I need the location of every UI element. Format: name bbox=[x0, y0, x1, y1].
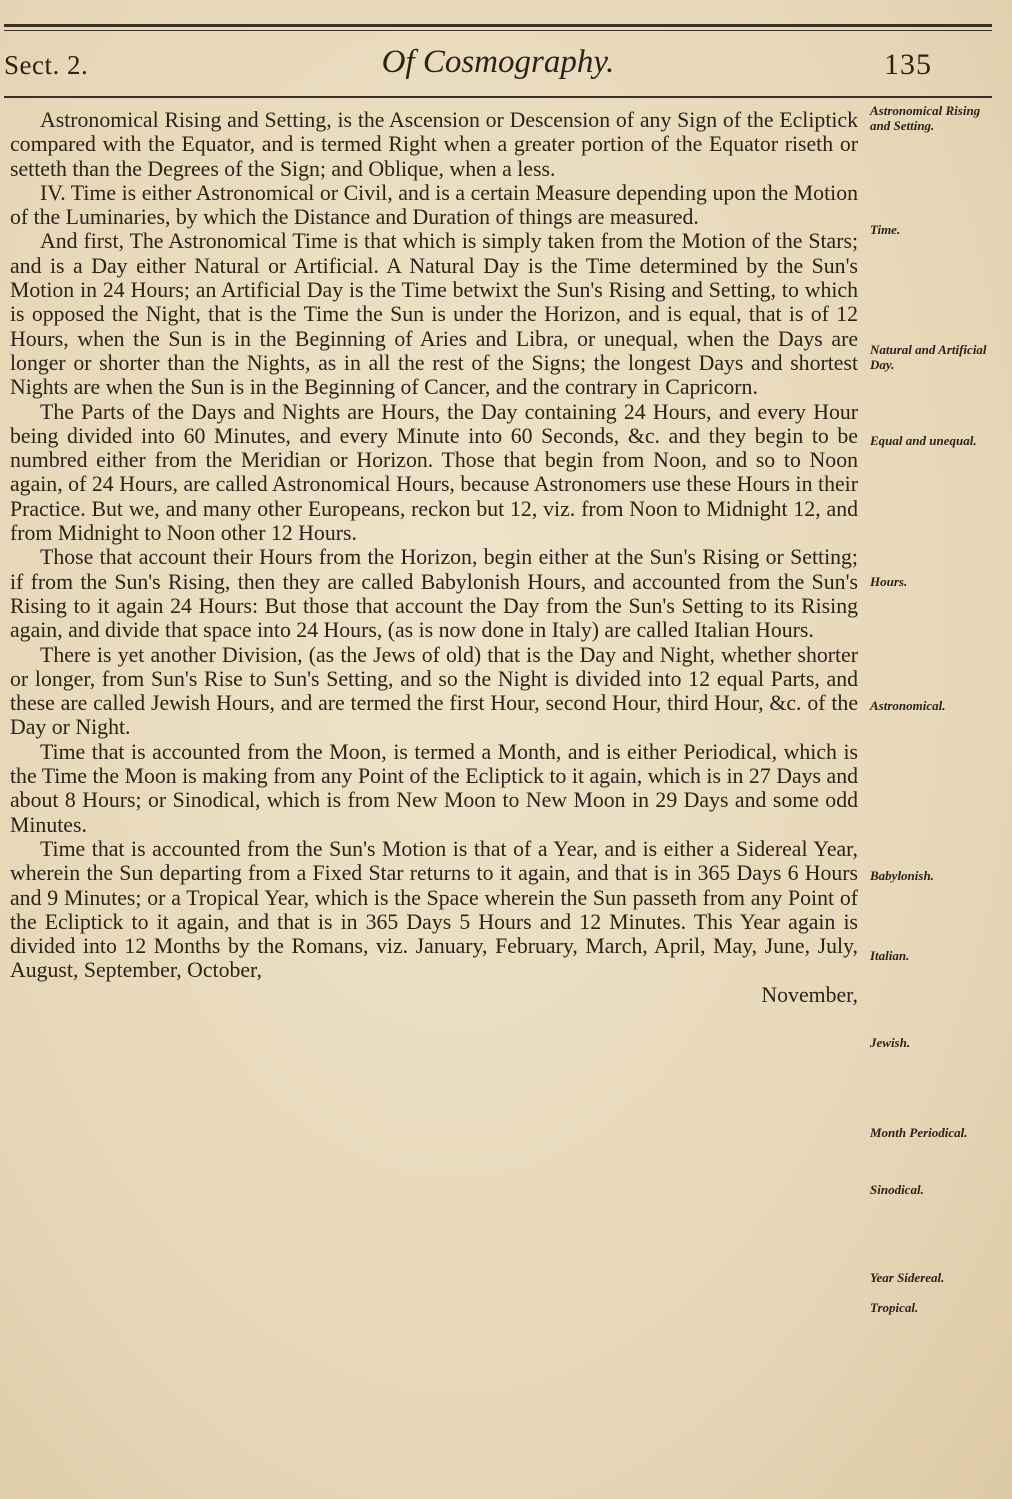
margin-note: Time. bbox=[870, 222, 901, 237]
margin-note: Astronomical. bbox=[870, 698, 946, 713]
main-text bbox=[10, 108, 858, 1007]
margin-note: Natural and Artificial Day. bbox=[870, 342, 987, 372]
margin-note: Month Periodical. bbox=[870, 1125, 968, 1140]
paragraph: Those that account their Hours from the Horizon, begin either at the Sun's Rising or Setting; if from the Sun's Rising, then they are called Babylonish Hours, and accounted from the Sun's Rising to it again 24 Hours: But those that account the Day from the Sun's Setting to its Rising again, and divide that space into 24 Hours, (as is now done in Italy) are called Italian Hours. bbox=[10, 545, 858, 643]
paragraph: Time that is accounted from the Moon, is termed a Month, and is either Periodical, which is the Time the Moon is making from any Point of the Ecliptick to it again, which is in 27 Days and about 8 Hours; or Sinodical, which is from New Moon to New Moon in 29 Days and some odd Minutes. bbox=[10, 739, 858, 837]
margin-note: Tropical. bbox=[870, 1300, 919, 1315]
paragraph: Time that is accounted from the Sun's Motion is that of a Year, and is either a Sidereal Year, wherein the Sun departing from a Fixed Star returns to it again, and that is in 365 Days 6 Hours and 9 Minutes; or a Tropical Year, which is the Space wherein the Sun passeth from any Point of the Ecliptick to it again, and that is in 365 Days 5 Hours and 12 Minutes. This Year again is divided into 12 Months by the Romans, viz. January, February, March, April, May, June, July, August, September, October, bbox=[10, 836, 858, 983]
catchword-line: November, bbox=[761, 982, 858, 1007]
margin-note: Sinodical. bbox=[870, 1182, 924, 1197]
paragraph: IV. Time is either Astronomical or Civil, and is a certain Measure depending upon the Motion of the Luminaries, by which the Distance and Duration of things are measured. bbox=[10, 180, 858, 230]
section-label: Sect. 2. bbox=[4, 50, 89, 80]
paragraph: Astronomical Rising and Setting, is the Ascension or Descension of any Sign of the Ecliptick compared with the Equator, and is termed Right when a greater portion of the Equator riseth or setteth than the Degrees of the Sign; and Oblique, when a less. bbox=[10, 108, 858, 181]
margin-note: Babylonish. bbox=[870, 868, 934, 883]
page-title: Of Cosmography. bbox=[381, 44, 615, 80]
paragraph: The Parts of the Days and Nights are Hours, the Day containing 24 Hours, and every Hour being divided into 60 Minutes, and every Minute into 60 Seconds, &c. and they begin to be numbred either from the Meridian or Horizon. Those that begin from Noon, and so to Noon again, of 24 Hours, are called Astronomical Hours, because Astronomers use these Hours in their Practice. But we, and many other Europeans, reckon but 12, viz. from Noon to Midnight 12, and from Midnight to Noon other 12 Hours. bbox=[10, 399, 858, 546]
margin-note: Italian. bbox=[870, 948, 910, 963]
header-rule bbox=[4, 96, 992, 98]
top-border-rule-thin bbox=[4, 30, 992, 31]
margin-note: Year Sidereal. bbox=[870, 1270, 945, 1285]
margin-note: Jewish. bbox=[870, 1035, 911, 1050]
paragraph: There is yet another Division, (as the Jews of old) that is the Day and Night, whether shorter or longer, from Sun's Rise to Sun's Setting, and so the Night is divided into 12 equal Parts, and these are called Jewish Hours, and are termed the first Hour, second Hour, third Hour, &c. of the Day or Night. bbox=[10, 642, 858, 740]
running-head bbox=[4, 40, 992, 92]
paragraph: And first, The Astronomical Time is that which is simply taken from the Motion of the Stars; and is a Day either Natural or Artificial. A Natural Day is the Time determined by the Sun's Motion in 24 Hours; an Artificial Day is the Time betwixt the Sun's Rising and Setting, to which is opposed the Night, that is the Time the Sun is under the Horizon, and is equal, that is of 12 Hours, when the Sun is in the Beginning of Aries and Libra, or unequal, when the Days are longer or shorter than the Nights, as in all the rest of the Signs; the longest Days and shortest Nights are when the Sun is in the Beginning of Cancer, and the contrary in Capricorn. bbox=[10, 229, 858, 400]
margin-note: Equal and unequal. bbox=[870, 433, 977, 448]
margin-note: Hours. bbox=[870, 574, 908, 589]
top-border-rule bbox=[4, 24, 992, 27]
margin-note: Astronomical Rising and Setting. bbox=[870, 103, 981, 133]
page-number: 135 bbox=[884, 48, 932, 81]
